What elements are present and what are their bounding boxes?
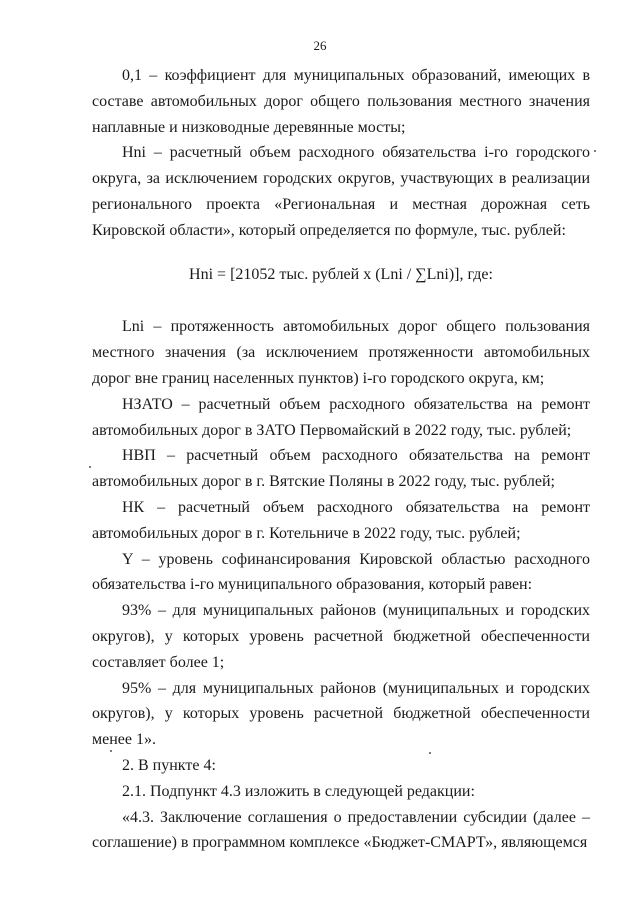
rate-95-percent: 95% – для муниципальных районов (муниципальных и городских округов), у которых уровень расчетной бюджетной обеспеченности менее 1». <box>92 679 590 749</box>
definition-nk: НК – расчетный объем расходного обязательства на ремонт автомобильных дорог в г. Котельниче в 2022 году, тыс. рублей; <box>92 498 590 542</box>
definition-lni: Lni – протяженность автомобильных дорог общего пользования местного значения (за исключением протяженности автомобильных дорог вне границ населенных пунктов) i-го городского округа, км; <box>92 318 590 387</box>
formula: Hni = [21052 тыс. рублей x (Lni / ∑Lni)], где: <box>189 265 493 283</box>
scan-speck <box>594 150 596 152</box>
page-number: 26 <box>313 38 327 53</box>
document-body <box>92 63 590 856</box>
definition-nzato: НЗАТО – расчетный объем расходного обязательства на ремонт автомобильных дорог в ЗАТО Первомайский в 2022 году, тыс. рублей; <box>92 395 590 439</box>
scan-speck <box>429 752 431 754</box>
paragraph-coefficient: 0,1 – коэффициент для муниципальных образований, имеющих в составе автомобильных дорог общего пользования местного значения наплавные и низководные деревянные мосты; <box>92 67 590 136</box>
definition-y: Y – уровень софинансирования Кировской областью расходного обязательства i-го муниципального образования, который равен: <box>92 550 590 594</box>
paragraph-hni-definition: Hni – расчетный объем расходного обязательства i-го городского округа, за исключением городских округов, участвующих в реализации регионального проекта «Региональная и местная дорожная сеть Кировской области», который определяется по формуле, тыс. рублей: <box>92 144 590 239</box>
clause-4-3: «4.3. Заключение соглашения о предоставлении субсидии (далее – соглашение) в программном комплексе «Бюджет-СМАРТ», являющемся <box>92 808 590 852</box>
scan-speck <box>110 750 112 752</box>
scan-speck <box>89 466 91 468</box>
clause-2-1: 2.1. Подпункт 4.3 изложить в следующей редакции: <box>122 782 475 800</box>
definition-nvp: НВП – расчетный объем расходного обязательства на ремонт автомобильных дорог в г. Вятские Поляны в 2022 году, тыс. рублей; <box>92 447 590 491</box>
rate-93-percent: 93% – для муниципальных районов (муниципальных и городских округов), у которых уровень расчетной бюджетной обеспеченности составляет более 1; <box>92 602 590 671</box>
clause-2-heading: 2. В пункте 4: <box>122 756 216 774</box>
